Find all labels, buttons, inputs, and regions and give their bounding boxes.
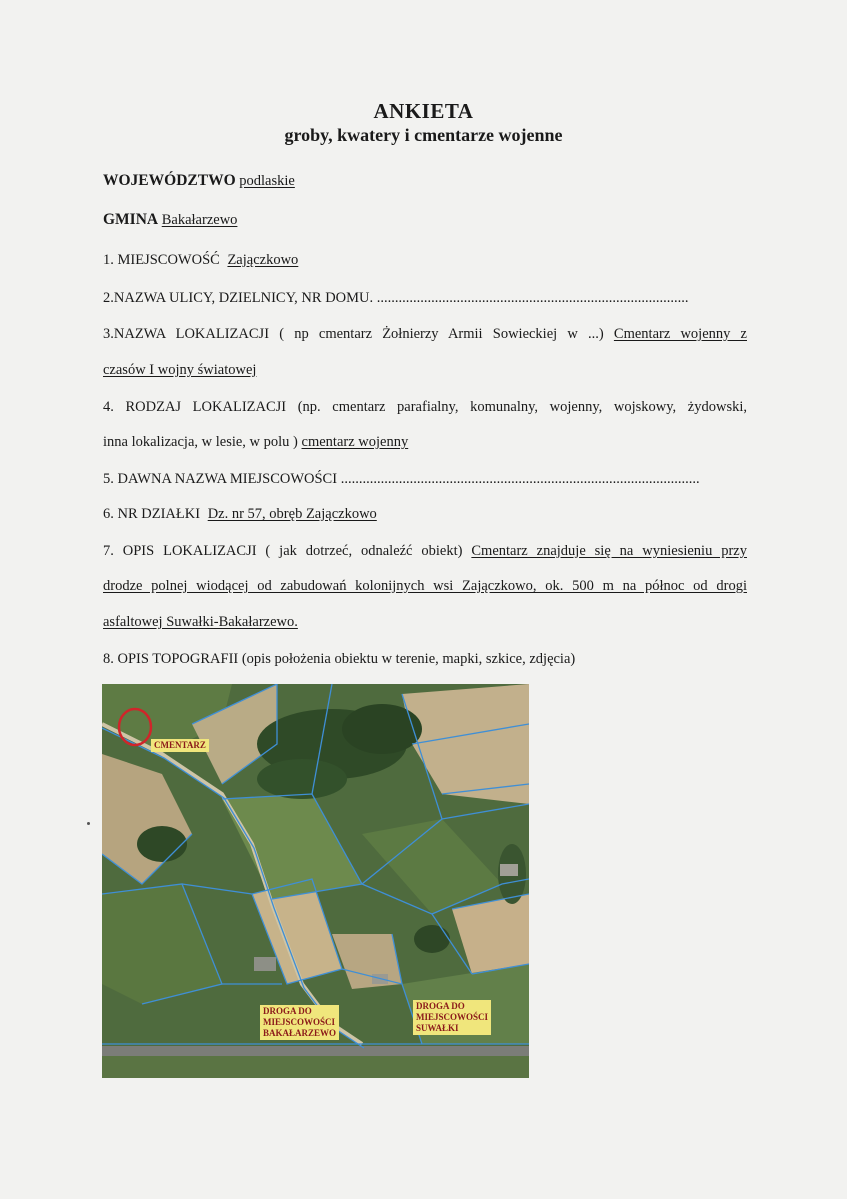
dawna-nazwa-value: ................................................................................................... bbox=[340, 471, 700, 487]
document-title: ANKIETA bbox=[373, 99, 474, 123]
gmina-label: GMINA bbox=[103, 211, 159, 228]
field-rodzaj-line1 bbox=[103, 398, 747, 416]
miejscowosc-value: Zajączkowo bbox=[227, 252, 299, 268]
opis-value-3: asfaltowej Suwałki-Bakałarzewo. bbox=[103, 614, 298, 630]
map-label-road-bakalarzewo bbox=[260, 1005, 339, 1040]
opis-label: 7. OPIS LOKALIZACJI ( jak dotrzeć, odnaleźć obiekt) bbox=[103, 543, 463, 559]
map-label-cemetery: CMENTARZ bbox=[151, 739, 209, 752]
field-opis-line2 bbox=[103, 577, 747, 595]
rodzaj-label-2: inna lokalizacja, w lesie, w polu ) bbox=[103, 434, 298, 450]
topografia-label: 8. OPIS TOPOGRAFII (opis położenia obiektu w terenie, mapki, szkice, zdjęcia) bbox=[103, 651, 576, 667]
rodzaj-label: 4. RODZAJ LOKALIZACJI (np. cmentarz parafialny, komunalny, wojenny, wojskowy, żydowski, bbox=[103, 399, 747, 415]
dzialka-value: Dz. nr 57, obręb Zajączkowo bbox=[207, 506, 377, 522]
field-opis-line3 bbox=[103, 613, 747, 631]
document-subtitle: groby, kwatery i cmentarze wojenne bbox=[284, 125, 563, 145]
field-wojewodztwo bbox=[103, 172, 747, 190]
field-opis-line1 bbox=[103, 542, 747, 560]
field-topografia bbox=[103, 650, 747, 668]
road-suw-line3: SUWAŁKI bbox=[416, 1023, 459, 1033]
road-suw-line1: DROGA DO bbox=[416, 1001, 465, 1011]
opis-value-2: drodze polnej wiodącej od zabudowań kolonijnych wsi Zajączkowo, ok. 500 m na północ od drogi bbox=[103, 578, 747, 594]
field-dawna-nazwa bbox=[103, 470, 747, 488]
gmina-value: Bakałarzewo bbox=[161, 212, 238, 228]
road-bak-line2: MIEJSCOWOŚCI bbox=[263, 1017, 336, 1027]
wojewodztwo-value: podlaskie bbox=[239, 173, 295, 189]
road-bak-line1: DROGA DO bbox=[263, 1006, 312, 1016]
lokalizacja-value-1: Cmentarz wojenny z bbox=[613, 326, 747, 342]
miejscowosc-label: 1. MIEJSCOWOŚĆ bbox=[103, 252, 220, 268]
lokalizacja-value-2: czasów I wojny światowej bbox=[103, 362, 257, 378]
field-lokalizacja-line2 bbox=[103, 361, 747, 379]
field-dzialka bbox=[103, 505, 747, 523]
rodzaj-value: cmentarz wojenny bbox=[301, 434, 409, 450]
field-gmina bbox=[103, 211, 747, 229]
aerial-map bbox=[102, 684, 529, 1078]
lokalizacja-label: 3.NAZWA LOKALIZACJI ( np cmentarz Żołnierzy Armii Sowieckiej w ...) bbox=[103, 326, 604, 342]
ulica-label: 2.NAZWA ULICY, DZIELNICY, NR DOMU. bbox=[103, 290, 374, 306]
field-lokalizacja-line1 bbox=[103, 325, 747, 343]
road-bak-line3: BAKAŁARZEWO bbox=[263, 1028, 337, 1038]
road-suw-line2: MIEJSCOWOŚCI bbox=[416, 1012, 489, 1022]
map-label-road-suwalki bbox=[413, 1000, 491, 1035]
field-ulica bbox=[103, 289, 747, 307]
dzialka-label: 6. NR DZIAŁKI bbox=[103, 506, 201, 522]
scan-speck bbox=[87, 822, 90, 825]
dawna-nazwa-label: 5. DAWNA NAZWA MIEJSCOWOŚCI bbox=[103, 471, 338, 487]
wojewodztwo-label: WOJEWÓDZTWO bbox=[103, 172, 236, 189]
opis-value-1: Cmentarz znajduje się na wyniesieniu przy bbox=[471, 543, 747, 559]
ulica-value: ...................................................................................... bbox=[376, 290, 689, 306]
field-rodzaj-line2 bbox=[103, 433, 747, 451]
field-miejscowosc bbox=[103, 251, 747, 269]
